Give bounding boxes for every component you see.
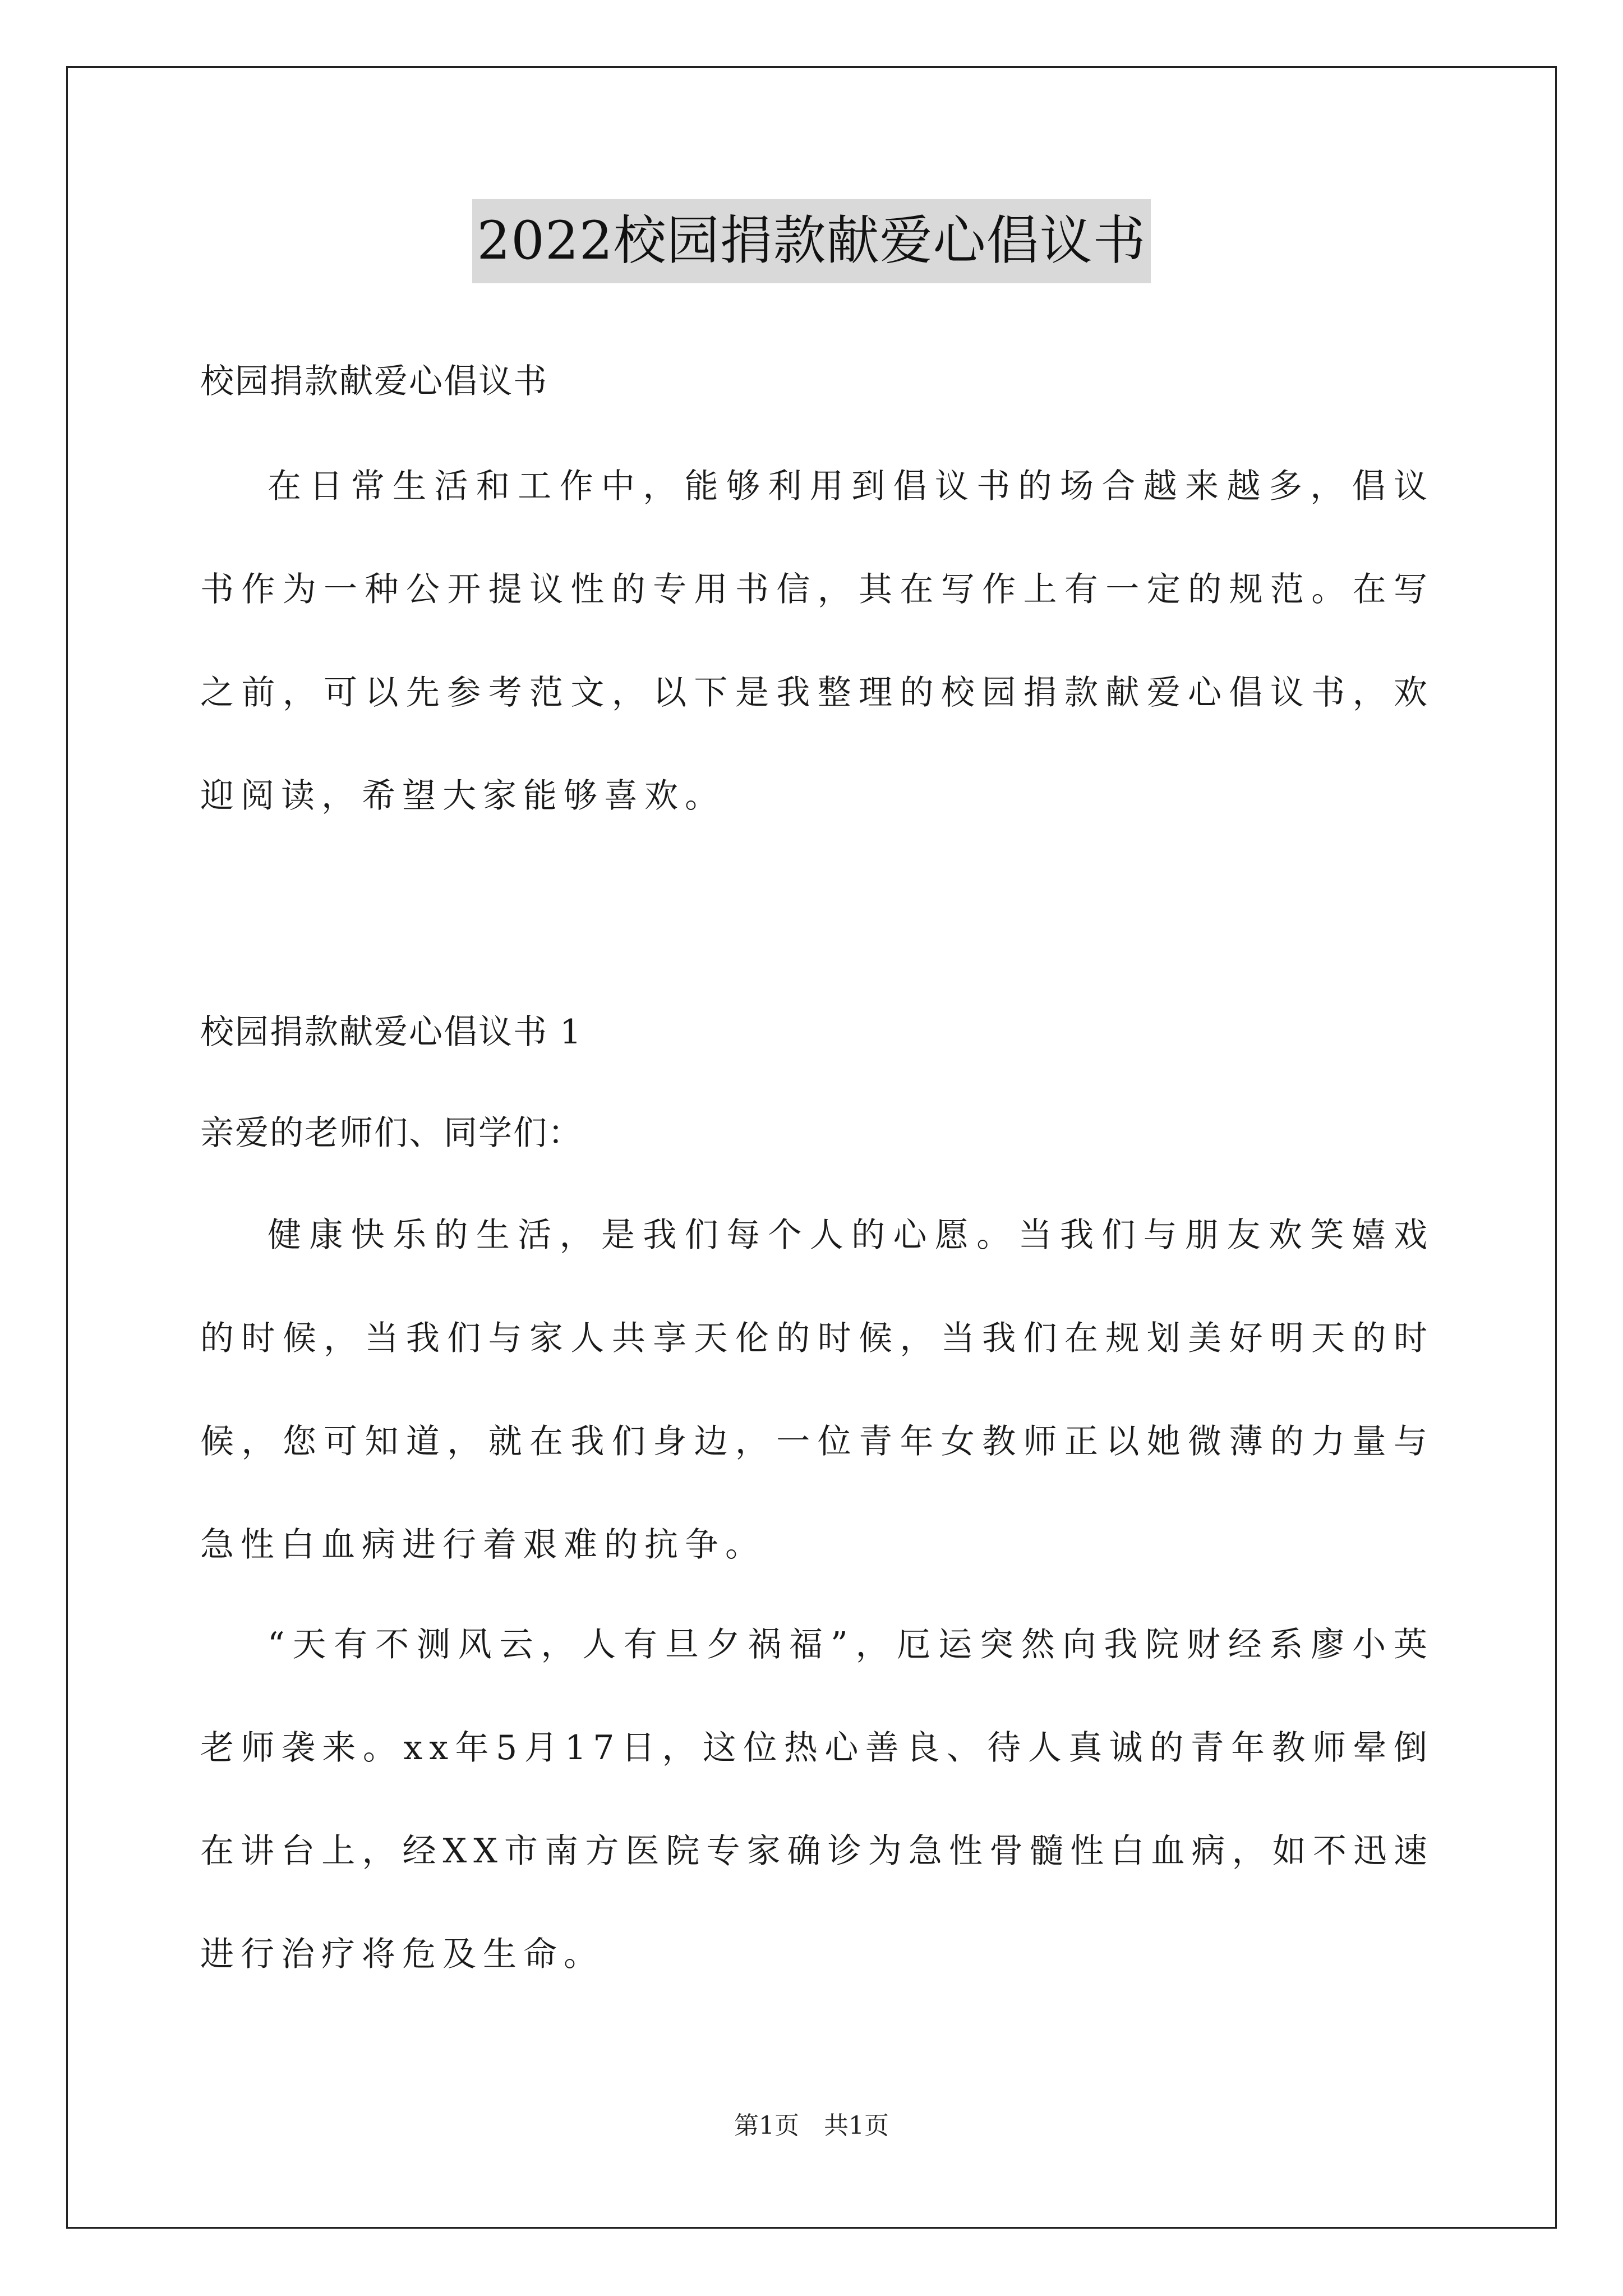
title-container <box>0 199 1623 283</box>
intro-paragraph: 在日常生活和工作中，能够利用到倡议书的场合越来越多，倡议书作为一种公开提议性的专用书信，其在写作上有一定的规范。在写之前，可以先参考范文，以下是我整理的校园捐款献爱心倡议书，欢迎阅读，希望大家能够喜欢。 <box>200 467 1434 816</box>
body-paragraph-2: “天有不测风云，人有旦夕祸福”，厄运突然向我院财经系廖小英老师袭来。xx年5月17日，这位热心善良、待人真诚的青年教师晕倒在讲台上，经XX市南方医院专家确诊为急性骨髓性白血病，如不迅速进行治疗将危及生命。 <box>200 1625 1434 1974</box>
document-title: 2022校园捐款献爱心倡议书 <box>472 199 1150 283</box>
salutation: 亲爱的老师们、同学们： <box>200 1114 583 1153</box>
body-paragraph-1: 健康快乐的生活，是我们每个人的心愿。当我们与朋友欢笑嬉戏的时候，当我们与家人共享天伦的时候，当我们在规划美好明天的时候，您可知道，就在我们身边，一位青年女教师正以她微薄的力量与急性白血病进行着艰难的抗争。 <box>200 1216 1434 1565</box>
page-footer: 第1页 共1页 <box>734 2111 889 2140</box>
section-heading: 校园捐款献爱心倡议书 1 <box>200 1013 583 1052</box>
subtitle: 校园捐款献爱心倡议书 <box>200 362 548 401</box>
